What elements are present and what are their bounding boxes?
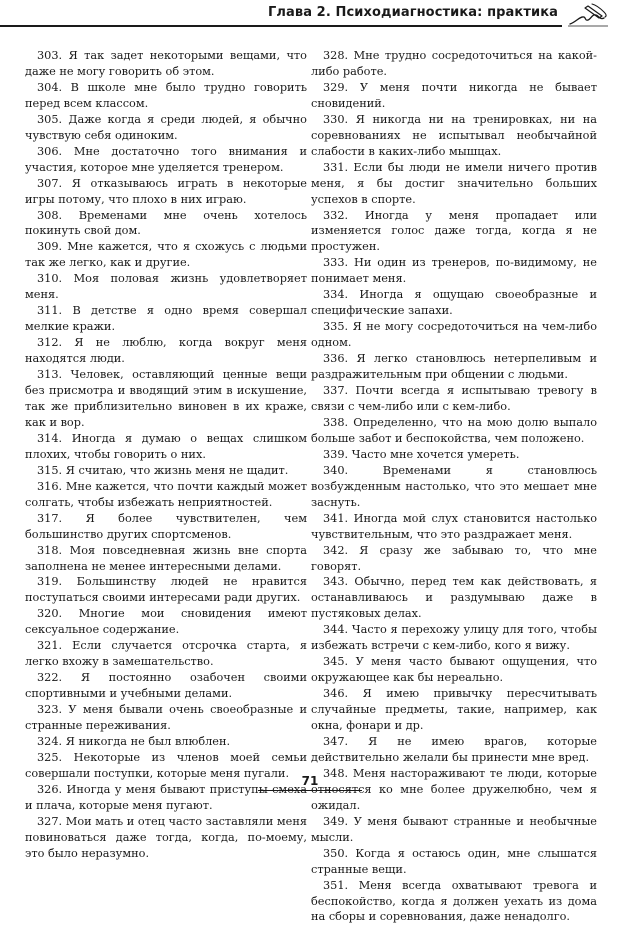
questionnaire-item: 324. Я никогда не был влюблен. (37, 734, 231, 748)
questionnaire-item: 350. Когда я остаюсь один, мне слышатся странные вещи. (311, 846, 597, 876)
questionnaire-item: 330. Я никогда ни на тренировках, ни на соревнованиях не испытывал необычайной слабости в каких-либо мышцах. (311, 112, 597, 158)
questionnaire-item: 337. Почти всегда я испытываю тревогу в связи с чем-либо или с кем-либо. (311, 384, 597, 413)
questionnaire-item: 318. Моя повседневная жизнь вне спорта заполнена не менее интересными делами. (25, 543, 307, 573)
questionnaire-item: 343. Обычно, перед тем как действовать, я останавливаюсь и раздумываю даже в пустяковых делах. (311, 575, 597, 621)
questionnaire-item: 348. Меня настораживают те люди, которые относятся ко мне более дружелюбно, чем я ожидал. (311, 766, 597, 812)
questionnaire-item: 304. В школе мне было трудно говорить перед всем классом. (25, 80, 307, 110)
questionnaire-item: 351. Меня всегда охватывают тревога и беспокойство, когда я должен уехать из дома на сборы и соревнования, даже ненадолго. (311, 878, 597, 924)
questionnaire-item: 322. Я постоянно озабочен своими спортивными и учебными делами. (25, 671, 307, 701)
questionnaire-item: 332. Иногда у меня пропадает или изменяется голос даже тогда, когда я не простужен. (311, 208, 597, 254)
questionnaire-item: 341. Иногда мой слух становится настолько чувствительным, что это раздражает меня. (311, 511, 597, 541)
questionnaire-item: 349. У меня бывают странные и необычные мысли. (311, 814, 597, 844)
footer-rule (258, 790, 362, 791)
questionnaire-item: 308. Временами мне очень хотелось покинуть свой дом. (25, 208, 307, 238)
questionnaire-item: 309. Мне кажется, что я схожусь с людьми так же легко, как и другие. (25, 240, 307, 270)
questionnaire-item: 327. Мои мать и отец часто заставляли меня повиноваться даже тогда, когда, по-моему, это было неразумно. (25, 814, 307, 860)
page-number: 71 (301, 774, 319, 788)
questionnaire-item: 329. У меня почти никогда не бывает сновидений. (311, 80, 597, 110)
questionnaire-item: 347. Я не имею врагов, которые действительно желали бы принести мне вред. (311, 734, 597, 764)
questionnaire-item: 319. Большинству людей не нравится поступаться своими интересами ради других. (25, 575, 307, 605)
questionnaire-item: 320. Многие мои сновидения имеют сексуальное содержание. (25, 607, 307, 637)
questionnaire-item: 333. Ни один из тренеров, по-видимому, не понимает меня. (311, 256, 597, 286)
page-footer (0, 770, 620, 789)
questionnaire-item: 338. Определенно, что на мою долю выпало больше забот и беспокойства, чем положено. (311, 415, 597, 445)
header-rule (0, 25, 562, 27)
questionnaire-item: 323. У меня бывали очень своеобразные и странные переживания. (25, 703, 307, 733)
left-column (25, 48, 307, 862)
questionnaire-item: 306. Мне достаточно того внимания и участия, которое мне уделяется тренером. (25, 144, 307, 174)
questionnaire-item: 345. У меня часто бывают ощущения, что окружающее как бы нереально. (311, 655, 597, 685)
questionnaire-item: 340. Временами я становлюсь возбужденным настолько, что это мешает мне заснуть. (311, 463, 597, 509)
questionnaire-item: 311. В детстве я одно время совершал мелкие кражи. (25, 304, 307, 334)
questionnaire-item: 307. Я отказываюсь играть в некоторые игры потому, что плохо в них играю. (25, 176, 307, 206)
questionnaire-item: 313. Человек, оставляющий ценные вещи без присмотра и вводящий этим в искушение, так же приблизительно виновен в их краже, как и вор. (25, 368, 307, 429)
questionnaire-item: 336. Я легко становлюсь нетерпеливым и раздражительным при общении с людьми. (311, 352, 597, 382)
right-column (311, 48, 597, 925)
questionnaire-item: 321. Если случается отсрочка старта, я легко вхожу в замешательство. (25, 639, 307, 669)
questionnaire-item: 335. Я не могу сосредоточиться на чем-либо одном. (311, 320, 597, 350)
questionnaire-item: 342. Я сразу же забываю то, что мне говорят. (311, 543, 597, 573)
questionnaire-item: 344. Часто я перехожу улицу для того, чтобы избежать встречи с кем-либо, кого я вижу. (311, 623, 597, 653)
questionnaire-item: 326. Иногда у меня бывают приступы смеха и плача, которые меня пугают. (25, 782, 307, 812)
questionnaire-item: 310. Моя половая жизнь удовлетворяет меня. (25, 272, 307, 302)
questionnaire-item: 305. Даже когда я среди людей, я обычно чувствую себя одиноким. (25, 112, 307, 142)
writing-hand-icon (566, 2, 610, 28)
questionnaire-item: 317. Я более чувствителен, чем большинство других спортсменов. (25, 511, 307, 541)
questionnaire-item: 339. Часто мне хочется умереть. (323, 447, 520, 461)
questionnaire-item: 328. Мне трудно сосредоточиться на какой-либо работе. (311, 49, 597, 78)
page-header (0, 0, 620, 26)
questionnaire-item: 314. Иногда я думаю о вещах слишком плохих, чтобы говорить о них. (25, 431, 307, 461)
questionnaire-item: 315. Я считаю, что жизнь меня не щадит. (37, 463, 289, 477)
questionnaire-item: 312. Я не люблю, когда вокруг меня находятся люди. (25, 336, 307, 366)
questionnaire-item: 331. Если бы люди не имели ничего против меня, я бы достиг значительно больших успехов в спорте. (311, 160, 597, 206)
questionnaire-item: 316. Мне кажется, что почти каждый может солгать, чтобы избежать неприятностей. (25, 479, 307, 509)
questionnaire-item: 303. Я так задет некоторыми вещами, что даже не могу говорить об этом. (25, 49, 307, 78)
questionnaire-item: 325. Некоторые из членов моей семьи совершали поступки, которые меня пугали. (25, 750, 307, 780)
chapter-title: Глава 2. Психодиагностика: практика (267, 5, 558, 20)
questionnaire-item: 334. Иногда я ощущаю своеобразные и специфические запахи. (311, 288, 597, 318)
questionnaire-item: 346. Я имею привычку пересчитывать случайные предметы, такие, например, как окна, фонари и др. (311, 687, 597, 733)
